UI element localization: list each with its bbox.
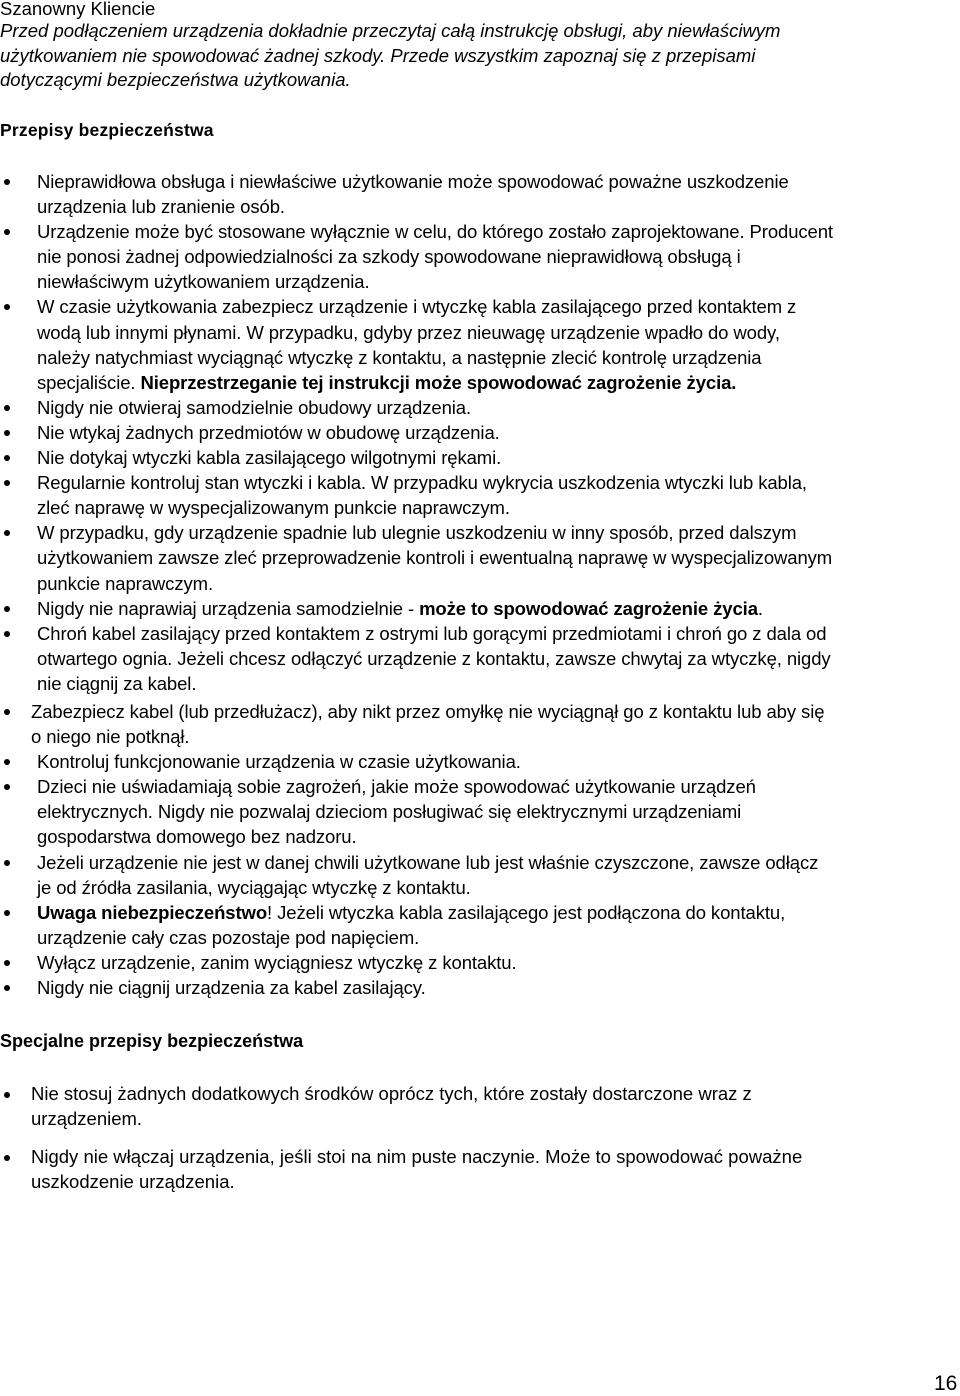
bullet-icon — [4, 480, 10, 486]
section-heading-special-safety: Specjalne przepisy bezpieczeństwa — [0, 1031, 304, 1051]
list-item — [0, 596, 833, 621]
page-number: 16 — [934, 1372, 958, 1395]
bullet-icon — [4, 455, 10, 461]
list-item — [0, 395, 833, 420]
item-text: Nigdy nie naprawiaj urządzenia samodzielnie - — [37, 597, 420, 619]
item-line — [37, 900, 833, 925]
list-item — [0, 950, 833, 975]
bullet-icon — [4, 405, 10, 411]
item-line: urządzenia lub zranienie osób. — [37, 196, 285, 218]
item-line: wodą lub innymi płynami. W przypadku, gdyby przez nieuwagę urządzenie wpadło do wody, — [37, 321, 780, 343]
item-line: zleć naprawę w wyspecjalizowanym punkcie naprawczym. — [37, 497, 510, 519]
intro-paragraph — [0, 19, 900, 93]
bullet-icon — [4, 1155, 10, 1161]
warning-text: Uwaga niebezpieczeństwo — [37, 901, 268, 923]
item-line: elektrycznych. Nigdy nie pozwalaj dzieciom posługiwać się elektrycznymi urządzeniami — [37, 801, 742, 823]
item-line: nie ponosi żadnej odpowiedzialności za szkody spowodowane nieprawidłową obsługą i — [37, 246, 741, 268]
item-line: o niego nie potknął. — [31, 726, 190, 748]
item-line: Zabezpiecz kabel (lub przedłużacz), aby nikt przez omyłkę nie wyciągnął go z kontaktu lub aby się — [31, 700, 825, 722]
bullet-icon — [4, 430, 10, 436]
list-item — [0, 1082, 802, 1131]
list-item — [0, 850, 833, 900]
list-item — [0, 749, 833, 774]
item-line: Urządzenie może być stosowane wyłącznie w celu, do którego zostało zaprojektowane. Producent — [37, 221, 833, 243]
item-line: otwartego ognia. Jeżeli chcesz odłączyć urządzenie z kontaktu, zawsze chwytaj za wtyczkę, nigdy — [37, 647, 831, 669]
item-text: specjaliście. — [37, 371, 141, 393]
item-line: Nie wtykaj żadnych przedmiotów w obudowę urządzenia. — [37, 421, 500, 443]
safety-rules-list — [0, 169, 833, 1000]
bullet-icon — [4, 784, 10, 790]
bullet-icon — [4, 1092, 10, 1098]
bullet-icon — [4, 860, 10, 866]
warning-text: Nieprzestrzeganie tej instrukcji może spowodować zagrożenie życia. — [140, 371, 737, 393]
bullet-icon — [4, 179, 10, 185]
list-item — [0, 621, 833, 696]
special-safety-rules-list — [0, 1082, 802, 1208]
list-item — [0, 699, 833, 749]
list-item — [0, 520, 833, 595]
item-text: ! Jeżeli wtyczka kabla zasilającego jest podłączona do kontaktu, — [267, 901, 786, 923]
item-line: Wyłącz urządzenie, zanim wyciągniesz wtyczkę z kontaktu. — [37, 951, 517, 973]
bullet-icon — [4, 985, 10, 991]
item-line: Jeżeli urządzenie nie jest w danej chwili użytkowane lub jest właśnie czyszczone, zawsze odłącz — [37, 851, 819, 873]
list-item — [0, 219, 833, 294]
greeting: Szanowny Kliencie — [0, 0, 156, 19]
list-item — [0, 774, 833, 849]
list-item — [0, 294, 833, 394]
list-item — [0, 169, 833, 219]
bullet-icon — [4, 759, 10, 765]
bullet-icon — [4, 229, 10, 235]
intro-line: dotyczącymi bezpieczeństwa użytkowania. — [0, 69, 351, 90]
list-item — [0, 420, 833, 445]
item-line: nie ciągnij za kabel. — [37, 672, 197, 694]
intro-line: użytkowaniem nie spowodować żadnej szkody. Przede wszystkim zapoznaj się z przepisami — [0, 44, 756, 66]
item-line: Kontroluj funkcjonowanie urządzenia w czasie użytkowania. — [37, 751, 521, 773]
item-line: Chroń kabel zasilający przed kontaktem z ostrymi lub gorącymi przedmiotami i chroń go z dala od — [37, 622, 827, 644]
item-line: Nigdy nie ciągnij urządzenia za kabel zasilający. — [37, 977, 426, 998]
bullet-icon — [4, 709, 10, 715]
intro-line: Przed podłączeniem urządzenia dokładnie przeczytaj całą instrukcję obsługi, aby niewłaściwym — [0, 20, 781, 41]
bullet-icon — [4, 606, 10, 612]
item-line: W czasie użytkowania zabezpiecz urządzenie i wtyczkę kabla zasilającego przed kontaktem z — [37, 296, 797, 318]
warning-text: może to spowodować zagrożenie życia — [419, 597, 758, 619]
item-line: gospodarstwa domowego bez nadzoru. — [37, 826, 357, 848]
section-heading-safety: Przepisy bezpieczeństwa — [0, 120, 214, 140]
item-line: Nie stosuj żadnych dodatkowych środków oprócz tych, które zostały dostarczone wraz z — [31, 1083, 752, 1104]
item-line: je od źródła zasilania, wyciągając wtyczkę z kontaktu. — [37, 876, 471, 898]
item-line: Nieprawidłowa obsługa i niewłaściwe użytkowanie może spowodować poważne uszkodzenie — [37, 171, 789, 192]
item-line: W przypadku, gdy urządzenie spadnie lub ulegnie uszkodzeniu w inny sposób, przed dalszym — [37, 522, 797, 544]
list-item — [0, 975, 833, 1000]
bullet-icon — [4, 530, 10, 536]
item-line: niewłaściwym użytkowaniem urządzenia. — [37, 271, 370, 293]
item-line: urządzeniem. — [31, 1107, 143, 1129]
bullet-icon — [4, 631, 10, 637]
item-text: . — [757, 597, 763, 619]
item-line: uszkodzenie urządzenia. — [31, 1170, 235, 1192]
item-line: urządzenie cały czas pozostaje pod napięciem. — [37, 926, 420, 948]
item-line: Dzieci nie uświadamiają sobie zagrożeń, jakie może spowodować użytkowanie urządzeń — [37, 776, 756, 798]
item-line: Nigdy nie włączaj urządzenia, jeśli stoi na nim puste naczynie. Może to spowodować poważne — [31, 1146, 803, 1167]
item-line — [37, 596, 833, 621]
item-line: użytkowaniem zawsze zleć przeprowadzenie kontroli i ewentualną naprawę w wyspecjalizowanym — [37, 547, 833, 569]
item-line: Nie dotykaj wtyczki kabla zasilającego wilgotnymi rękami. — [37, 447, 502, 469]
list-item — [0, 1145, 802, 1194]
item-line: Regularnie kontroluj stan wtyczki i kabla. W przypadku wykrycia uszkodzenia wtyczki lub kabla, — [37, 472, 807, 494]
item-line: punkcie naprawczym. — [37, 572, 213, 594]
bullet-icon — [4, 304, 10, 310]
item-line — [37, 370, 833, 395]
item-line: Nigdy nie otwieraj samodzielnie obudowy urządzenia. — [37, 396, 472, 418]
list-item — [0, 470, 833, 520]
bullet-icon — [4, 960, 10, 966]
bullet-icon — [4, 910, 10, 916]
item-line: należy natychmiast wyciągnąć wtyczkę z kontaktu, a następnie zlecić kontrolę urządzenia — [37, 346, 762, 368]
list-item — [0, 900, 833, 950]
list-item — [0, 445, 833, 470]
